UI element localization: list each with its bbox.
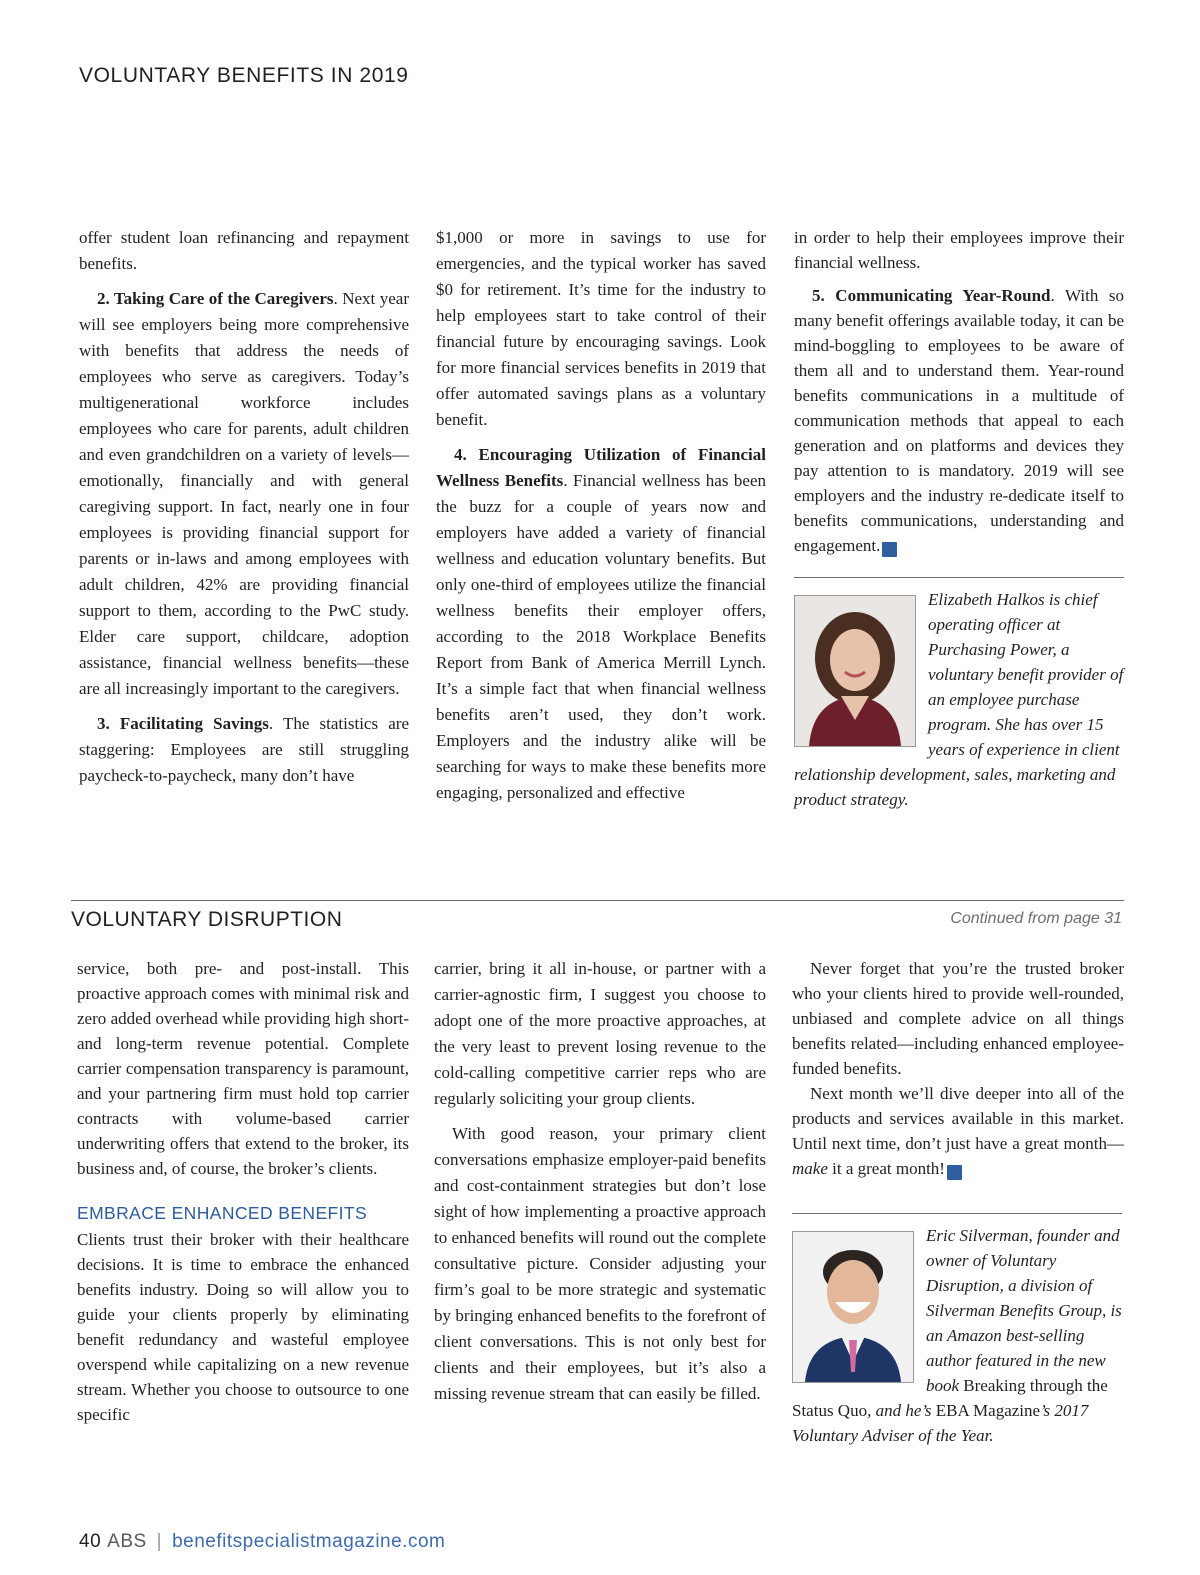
article2-column-1 <box>77 956 409 1427</box>
section-divider <box>71 900 1124 901</box>
paragraph: in order to help their employees improve their financial wellness. <box>794 228 1124 272</box>
paragraph: Clients trust their broker with their healthcare decisions. It is time to embrace the enhanced benefits industry. Doing so will allow you to guide your clients properly by eliminating benefit redundancy and wasteful employee overspend while capitalizing on a new revenue stream. Whether you choose to outsource to one specific <box>77 1230 409 1424</box>
brand-label: ABS <box>107 1531 147 1552</box>
paragraph-text: Next month we’ll dive deeper into all of the products and services available in this market. Until next time, don’t just have a great month— <box>792 1084 1124 1153</box>
footer-separator: | <box>156 1531 163 1552</box>
author-photo-silverman <box>792 1231 914 1383</box>
point-heading: 3. Facilitating Savings <box>97 714 269 733</box>
bio-text-part: Eric Silverman, founder and owner of Voluntary Disruption, a division of Silverman Benefits Group, is an Amazon best-selling author featured in the new book <box>926 1226 1122 1395</box>
paragraph: $1,000 or more in savings to use for emergencies, and the typical worker has saved $0 for retirement. It’s time for the industry to help employees start to take control of their financial future by encouraging savings. Look for more financial services benefits in 2019 that offer automated savings plans as a voluntary benefit. <box>436 228 766 429</box>
article2-column-3 <box>792 956 1124 1181</box>
article2-title: VOLUNTARY DISRUPTION <box>71 908 343 931</box>
paragraph: Never forget that you’re the trusted broker who your clients hired to provide well-rounded, unbiased and complete advice on all things benefits related—including enhanced employee-funded benefits. <box>792 959 1124 1078</box>
paragraph-text: . Next year will see employers being more comprehensive with benefits that address the needs of employees who serve as caregivers. Today’s multigenerational workforce includes employees who care for parents, adult children and even grandchildren on a variety of levels—emotionally, financially and with general caregiving support. In fact, nearly one in four employees is providing financial support for parents or in-laws and among employees with adult children, 42% are providing financial support to them, according to the PwC study. Elder care support, childcare, adoption assistance, financial wellness benefits—these are all increasingly important to the caregivers. <box>79 289 409 698</box>
divider <box>792 1213 1122 1214</box>
paragraph: With good reason, your primary client conversations emphasize employer-paid benefits and cost-containment strategies but don’t lose sight of how implementing a proactive approach to enhanced benefits will round out the complete consultative picture. Consider adjusting your firm’s goal to be more strategic and systematic by bringing enhanced benefits to the forefront of client conversations. This is not only best for clients and their employees, but it’s also a missing revenue stream that can easily be filled. <box>434 1124 766 1403</box>
end-mark-icon: ▣ <box>947 1165 962 1180</box>
bio-text-part: ’s 2017 Voluntary Adviser of the Year. <box>792 1401 1089 1445</box>
author-photo-halkos <box>794 595 916 747</box>
subheading: EMBRACE ENHANCED BENEFITS <box>77 1203 368 1223</box>
point-heading: 4. Encouraging Utilization of Financial Wellness Benefits <box>436 445 766 490</box>
paragraph-text: it a great month! <box>827 1159 945 1178</box>
author-bio-halkos <box>794 587 1124 812</box>
paragraph <box>436 442 766 806</box>
paragraph <box>794 283 1124 558</box>
paragraph-text: . With so many benefit offerings available today, it can be mind-boggling to employees to be aware of them all and to understand them. Year-round benefits communications in a multitude of communication methods that appeal to each generation and on platforms and devices they pay attention to is mandatory. 2019 will see employers and the industry re-dedicate itself to benefits communications, understanding and engagement. <box>794 286 1125 555</box>
page-footer <box>79 1531 445 1553</box>
paragraph <box>792 1081 1124 1181</box>
point-heading: 5. Communicating Year-Round <box>812 286 1051 305</box>
article1-column-1 <box>79 225 409 789</box>
section-title: VOLUNTARY BENEFITS IN 2019 <box>79 64 409 87</box>
end-mark-icon: ▣ <box>882 542 897 557</box>
article1-column-2 <box>436 225 766 806</box>
divider <box>794 577 1124 578</box>
article1-column-3 <box>794 225 1124 558</box>
paragraph-text: . Financial wellness has been the buzz for a couple of years now and employers have added a variety of financial wellness and education voluntary benefits. But only one-third of employees utilize the financial wellness benefits their employer offers, according to the 2018 Workplace Benefits Report from Bank of America Merrill Lynch. It’s a simple fact that when financial wellness benefits aren’t used, they don’t work. Employers and the industry alike will be searching for ways to make these benefits more engaging, personalized and effective <box>436 471 766 802</box>
bio-text-part: , and he’s <box>867 1401 936 1420</box>
article2-column-2 <box>434 956 766 1407</box>
emphasis: make <box>792 1159 828 1178</box>
paragraph: offer student loan refinancing and repayment benefits. <box>79 228 409 273</box>
paragraph: service, both pre- and post-install. This proactive approach comes with minimal risk and zero added overhead while providing high short- and long-term revenue potential. Complete carrier compensation transparency is paramount, and your partnering firm must hold top carrier contracts with volume-based carrier underwriting offers that extend to the broker, its business and, of course, the broker’s clients. <box>77 959 409 1178</box>
point-heading: 2. Taking Care of the Caregivers <box>97 289 334 308</box>
paragraph <box>79 711 409 789</box>
author-bio-silverman <box>792 1223 1124 1448</box>
book-title: Breaking through the Status Quo <box>792 1376 1108 1420</box>
paragraph <box>79 286 409 702</box>
continued-from-label: Continued from page 31 <box>950 910 1122 927</box>
bio-text: Elizabeth Halkos is chief operating officer at Purchasing Power, a voluntary benefit provider of an employee purchase program. She has over 15 years of experience in client relationship development, sales, marketing and product strategy. <box>794 590 1124 809</box>
page-number: 40 <box>79 1531 102 1552</box>
paragraph-text: . The statistics are staggering: Employees are still struggling paycheck-to-paycheck, many don’t have <box>79 714 409 785</box>
website-link[interactable]: benefitspecialistmagazine.com <box>172 1531 446 1552</box>
paragraph: carrier, bring it all in-house, or partner with a carrier-agnostic firm, I suggest you choose to adopt one of the more proactive approaches, at the very least to prevent losing revenue to the cold-calling competitive carrier reps who are regularly soliciting your group clients. <box>434 959 766 1108</box>
magazine-name: EBA Magazine <box>935 1401 1041 1420</box>
